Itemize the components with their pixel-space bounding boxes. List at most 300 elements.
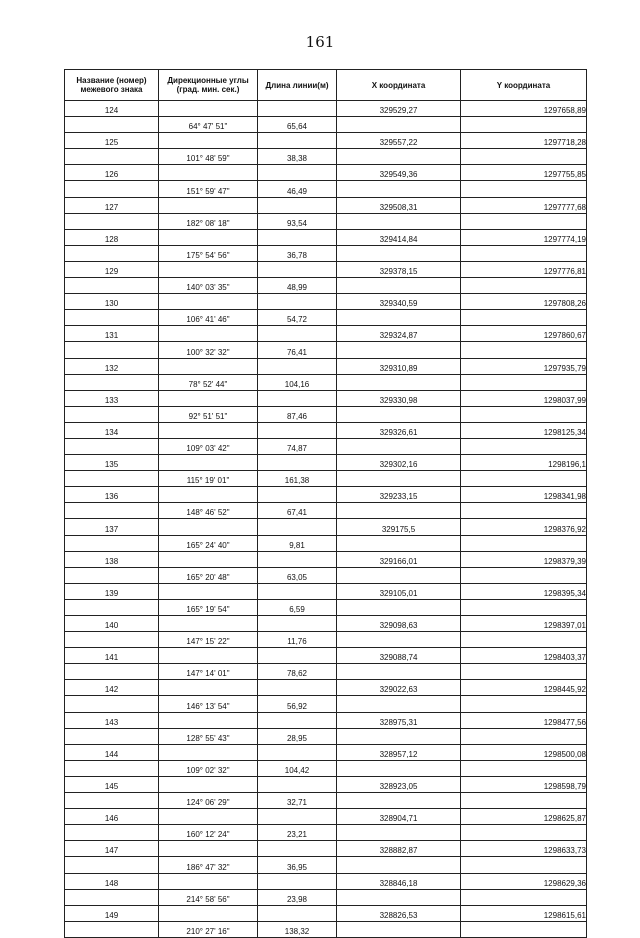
empty-cell: [159, 873, 258, 889]
empty-cell: [65, 503, 159, 519]
empty-cell: [258, 133, 337, 149]
empty-cell: [159, 165, 258, 181]
x-coordinate-cell: 328975,31: [337, 712, 461, 728]
empty-cell: [258, 101, 337, 117]
table-row-segment: [65, 889, 587, 905]
direction-angle-cell: 109° 02' 32": [159, 760, 258, 776]
direction-angle-cell: 100° 32' 32": [159, 342, 258, 358]
empty-cell: [65, 342, 159, 358]
marker-name-cell: 136: [65, 487, 159, 503]
x-coordinate-cell: 329330,98: [337, 390, 461, 406]
marker-name-cell: 126: [65, 165, 159, 181]
direction-angle-cell: 160° 12' 24": [159, 825, 258, 841]
empty-cell: [258, 809, 337, 825]
table-row-point: [65, 551, 587, 567]
empty-cell: [65, 278, 159, 294]
empty-cell: [159, 809, 258, 825]
table-row-segment: [65, 406, 587, 422]
marker-name-cell: 139: [65, 583, 159, 599]
direction-angle-cell: 109° 03' 42": [159, 438, 258, 454]
direction-angle-cell: 165° 20' 48": [159, 567, 258, 583]
empty-cell: [337, 471, 461, 487]
marker-name-cell: 127: [65, 197, 159, 213]
marker-name-cell: 124: [65, 101, 159, 117]
marker-name-cell: 134: [65, 422, 159, 438]
empty-cell: [65, 696, 159, 712]
empty-cell: [461, 760, 587, 776]
empty-cell: [258, 712, 337, 728]
boundary-coordinates-table: [64, 69, 587, 938]
line-length-cell: 76,41: [258, 342, 337, 358]
marker-name-cell: 130: [65, 294, 159, 310]
table-row-segment: [65, 374, 587, 390]
direction-angle-cell: 147° 15' 22": [159, 632, 258, 648]
table-row-point: [65, 326, 587, 342]
empty-cell: [159, 776, 258, 792]
marker-name-cell: 128: [65, 229, 159, 245]
line-length-cell: 161,38: [258, 471, 337, 487]
empty-cell: [461, 278, 587, 294]
line-length-cell: 36,78: [258, 245, 337, 261]
line-length-cell: 9,81: [258, 535, 337, 551]
table-row-point: [65, 101, 587, 117]
empty-cell: [461, 535, 587, 551]
table-row-segment: [65, 278, 587, 294]
empty-cell: [258, 519, 337, 535]
x-coordinate-cell: 329326,61: [337, 422, 461, 438]
marker-name-cell: 138: [65, 551, 159, 567]
empty-cell: [258, 487, 337, 503]
table-row-segment: [65, 503, 587, 519]
x-coordinate-cell: 329340,59: [337, 294, 461, 310]
empty-cell: [159, 616, 258, 632]
empty-cell: [461, 471, 587, 487]
empty-cell: [337, 889, 461, 905]
empty-cell: [337, 825, 461, 841]
marker-name-cell: 129: [65, 261, 159, 277]
y-coordinate-cell: 1298397,01: [461, 616, 587, 632]
table-row-point: [65, 133, 587, 149]
empty-cell: [337, 438, 461, 454]
empty-cell: [65, 599, 159, 615]
empty-cell: [159, 648, 258, 664]
line-length-cell: 6,59: [258, 599, 337, 615]
empty-cell: [258, 841, 337, 857]
empty-cell: [258, 294, 337, 310]
marker-name-cell: 149: [65, 905, 159, 921]
marker-name-cell: 137: [65, 519, 159, 535]
header-x-coordinate: X координата: [337, 70, 461, 101]
table-row-segment: [65, 632, 587, 648]
y-coordinate-cell: 1298477,56: [461, 712, 587, 728]
empty-cell: [258, 422, 337, 438]
x-coordinate-cell: 328882,87: [337, 841, 461, 857]
table-row-point: [65, 358, 587, 374]
empty-cell: [337, 664, 461, 680]
empty-cell: [337, 793, 461, 809]
y-coordinate-cell: 1297658,89: [461, 101, 587, 117]
empty-cell: [159, 422, 258, 438]
table-row-point: [65, 744, 587, 760]
x-coordinate-cell: 328826,53: [337, 905, 461, 921]
line-length-cell: 138,32: [258, 921, 337, 937]
empty-cell: [461, 374, 587, 390]
line-length-cell: 36,95: [258, 857, 337, 873]
empty-cell: [65, 245, 159, 261]
empty-cell: [461, 149, 587, 165]
empty-cell: [337, 696, 461, 712]
y-coordinate-cell: 1297935,79: [461, 358, 587, 374]
table-row-point: [65, 616, 587, 632]
line-length-cell: 104,16: [258, 374, 337, 390]
line-length-cell: 23,98: [258, 889, 337, 905]
x-coordinate-cell: 329310,89: [337, 358, 461, 374]
empty-cell: [461, 599, 587, 615]
empty-cell: [461, 406, 587, 422]
direction-angle-cell: 128° 55' 43": [159, 728, 258, 744]
table-row-segment: [65, 825, 587, 841]
empty-cell: [461, 632, 587, 648]
table-row-point: [65, 905, 587, 921]
empty-cell: [258, 551, 337, 567]
empty-cell: [258, 390, 337, 406]
empty-cell: [258, 616, 337, 632]
table-row-point: [65, 197, 587, 213]
empty-cell: [159, 680, 258, 696]
line-length-cell: 65,64: [258, 117, 337, 133]
empty-cell: [337, 245, 461, 261]
empty-cell: [65, 728, 159, 744]
marker-name-cell: 133: [65, 390, 159, 406]
empty-cell: [65, 921, 159, 937]
x-coordinate-cell: 328904,71: [337, 809, 461, 825]
empty-cell: [258, 776, 337, 792]
y-coordinate-cell: 1297860,67: [461, 326, 587, 342]
table-row-point: [65, 583, 587, 599]
empty-cell: [461, 728, 587, 744]
empty-cell: [159, 744, 258, 760]
direction-angle-cell: 175° 54' 56": [159, 245, 258, 261]
empty-cell: [461, 213, 587, 229]
line-length-cell: 48,99: [258, 278, 337, 294]
empty-cell: [65, 406, 159, 422]
line-length-cell: 11,76: [258, 632, 337, 648]
empty-cell: [337, 760, 461, 776]
y-coordinate-cell: 1298037,99: [461, 390, 587, 406]
x-coordinate-cell: 329414,84: [337, 229, 461, 245]
empty-cell: [461, 793, 587, 809]
empty-cell: [461, 567, 587, 583]
empty-cell: [258, 583, 337, 599]
empty-cell: [258, 261, 337, 277]
empty-cell: [65, 825, 159, 841]
empty-cell: [65, 213, 159, 229]
x-coordinate-cell: 328923,05: [337, 776, 461, 792]
direction-angle-cell: 101° 48' 59": [159, 149, 258, 165]
line-length-cell: 32,71: [258, 793, 337, 809]
empty-cell: [337, 149, 461, 165]
x-coordinate-cell: 329549,36: [337, 165, 461, 181]
header-direction-angle: Дирекционные углы (град. мин. сек.): [159, 70, 258, 101]
y-coordinate-cell: 1298629,36: [461, 873, 587, 889]
empty-cell: [159, 101, 258, 117]
line-length-cell: 78,62: [258, 664, 337, 680]
y-coordinate-cell: 1298633,73: [461, 841, 587, 857]
empty-cell: [461, 503, 587, 519]
empty-cell: [65, 664, 159, 680]
table-row-segment: [65, 438, 587, 454]
empty-cell: [258, 873, 337, 889]
empty-cell: [461, 921, 587, 937]
y-coordinate-cell: 1297776,81: [461, 261, 587, 277]
y-coordinate-cell: 1298500,08: [461, 744, 587, 760]
x-coordinate-cell: 329105,01: [337, 583, 461, 599]
table-row-point: [65, 422, 587, 438]
empty-cell: [258, 744, 337, 760]
x-coordinate-cell: 328957,12: [337, 744, 461, 760]
direction-angle-cell: 214° 58' 56": [159, 889, 258, 905]
direction-angle-cell: 140° 03' 35": [159, 278, 258, 294]
header-line-length: Длина линии(м): [258, 70, 337, 101]
marker-name-cell: 135: [65, 455, 159, 471]
marker-name-cell: 144: [65, 744, 159, 760]
direction-angle-cell: 64° 47' 51": [159, 117, 258, 133]
empty-cell: [461, 889, 587, 905]
y-coordinate-cell: 1297755,85: [461, 165, 587, 181]
direction-angle-cell: 151° 59' 47": [159, 181, 258, 197]
empty-cell: [159, 551, 258, 567]
empty-cell: [65, 760, 159, 776]
marker-name-cell: 145: [65, 776, 159, 792]
empty-cell: [337, 921, 461, 937]
marker-name-cell: 131: [65, 326, 159, 342]
empty-cell: [461, 825, 587, 841]
empty-cell: [159, 712, 258, 728]
empty-cell: [337, 374, 461, 390]
empty-cell: [461, 342, 587, 358]
table-row-point: [65, 261, 587, 277]
y-coordinate-cell: 1297777,68: [461, 197, 587, 213]
x-coordinate-cell: 329022,63: [337, 680, 461, 696]
table-row-segment: [65, 245, 587, 261]
empty-cell: [65, 567, 159, 583]
empty-cell: [258, 680, 337, 696]
empty-cell: [159, 133, 258, 149]
y-coordinate-cell: 1298125,34: [461, 422, 587, 438]
table-row-segment: [65, 760, 587, 776]
direction-angle-cell: 92° 51' 51": [159, 406, 258, 422]
empty-cell: [159, 197, 258, 213]
y-coordinate-cell: 1298445,92: [461, 680, 587, 696]
direction-angle-cell: 146° 13' 54": [159, 696, 258, 712]
empty-cell: [337, 535, 461, 551]
table-row-point: [65, 519, 587, 535]
empty-cell: [337, 728, 461, 744]
direction-angle-cell: 165° 24' 40": [159, 535, 258, 551]
empty-cell: [65, 310, 159, 326]
empty-cell: [258, 326, 337, 342]
marker-name-cell: 141: [65, 648, 159, 664]
empty-cell: [461, 181, 587, 197]
direction-angle-cell: 106° 41' 46": [159, 310, 258, 326]
y-coordinate-cell: 1297808,26: [461, 294, 587, 310]
y-coordinate-cell: 1298403,37: [461, 648, 587, 664]
y-coordinate-cell: 1298395,34: [461, 583, 587, 599]
empty-cell: [159, 229, 258, 245]
y-coordinate-cell: 1298196,1: [461, 455, 587, 471]
table-row-point: [65, 841, 587, 857]
y-coordinate-cell: 1298379,39: [461, 551, 587, 567]
table-row-point: [65, 712, 587, 728]
table-row-point: [65, 487, 587, 503]
empty-cell: [337, 310, 461, 326]
marker-name-cell: 143: [65, 712, 159, 728]
table-row-segment: [65, 696, 587, 712]
empty-cell: [258, 229, 337, 245]
table-row-segment: [65, 117, 587, 133]
table-row-point: [65, 294, 587, 310]
empty-cell: [461, 664, 587, 680]
y-coordinate-cell: 1297774,19: [461, 229, 587, 245]
marker-name-cell: 125: [65, 133, 159, 149]
line-length-cell: 38,38: [258, 149, 337, 165]
direction-angle-cell: 165° 19' 54": [159, 599, 258, 615]
x-coordinate-cell: 329302,16: [337, 455, 461, 471]
empty-cell: [159, 294, 258, 310]
marker-name-cell: 132: [65, 358, 159, 374]
table-row-segment: [65, 342, 587, 358]
line-length-cell: 104,42: [258, 760, 337, 776]
x-coordinate-cell: 329098,63: [337, 616, 461, 632]
marker-name-cell: 146: [65, 809, 159, 825]
table-row-point: [65, 165, 587, 181]
empty-cell: [461, 857, 587, 873]
direction-angle-cell: 124° 06' 29": [159, 793, 258, 809]
empty-cell: [65, 793, 159, 809]
direction-angle-cell: 147° 14' 01": [159, 664, 258, 680]
empty-cell: [65, 535, 159, 551]
x-coordinate-cell: 329233,15: [337, 487, 461, 503]
marker-name-cell: 147: [65, 841, 159, 857]
line-length-cell: 23,21: [258, 825, 337, 841]
line-length-cell: 54,72: [258, 310, 337, 326]
table-row-segment: [65, 793, 587, 809]
table-row-segment: [65, 471, 587, 487]
empty-cell: [258, 358, 337, 374]
empty-cell: [65, 857, 159, 873]
table-row-segment: [65, 310, 587, 326]
empty-cell: [159, 841, 258, 857]
empty-cell: [337, 181, 461, 197]
empty-cell: [65, 149, 159, 165]
table-row-segment: [65, 599, 587, 615]
direction-angle-cell: 210° 27' 16": [159, 921, 258, 937]
empty-cell: [159, 519, 258, 535]
empty-cell: [65, 889, 159, 905]
empty-cell: [337, 632, 461, 648]
empty-cell: [159, 390, 258, 406]
line-length-cell: 46,49: [258, 181, 337, 197]
x-coordinate-cell: 328846,18: [337, 873, 461, 889]
x-coordinate-cell: 329088,74: [337, 648, 461, 664]
y-coordinate-cell: 1298625,87: [461, 809, 587, 825]
empty-cell: [65, 632, 159, 648]
table-row-segment: [65, 181, 587, 197]
marker-name-cell: 140: [65, 616, 159, 632]
empty-cell: [258, 648, 337, 664]
table-row-point: [65, 680, 587, 696]
table-row-segment: [65, 213, 587, 229]
direction-angle-cell: 186° 47' 32": [159, 857, 258, 873]
empty-cell: [337, 213, 461, 229]
table-row-segment: [65, 664, 587, 680]
y-coordinate-cell: 1298598,79: [461, 776, 587, 792]
table-row-segment: [65, 857, 587, 873]
line-length-cell: 93,54: [258, 213, 337, 229]
empty-cell: [65, 438, 159, 454]
empty-cell: [461, 117, 587, 133]
line-length-cell: 63,05: [258, 567, 337, 583]
empty-cell: [65, 117, 159, 133]
empty-cell: [337, 599, 461, 615]
direction-angle-cell: 78° 52' 44": [159, 374, 258, 390]
empty-cell: [159, 487, 258, 503]
table-header-row: [65, 70, 587, 101]
empty-cell: [159, 358, 258, 374]
y-coordinate-cell: 1298341,98: [461, 487, 587, 503]
direction-angle-cell: 115° 19' 01": [159, 471, 258, 487]
empty-cell: [337, 503, 461, 519]
line-length-cell: 87,46: [258, 406, 337, 422]
empty-cell: [159, 455, 258, 471]
empty-cell: [461, 310, 587, 326]
table-row-segment: [65, 921, 587, 937]
empty-cell: [337, 857, 461, 873]
empty-cell: [337, 406, 461, 422]
table-row-point: [65, 873, 587, 889]
x-coordinate-cell: 329166,01: [337, 551, 461, 567]
table-row-point: [65, 776, 587, 792]
x-coordinate-cell: 329529,27: [337, 101, 461, 117]
direction-angle-cell: 148° 46' 52": [159, 503, 258, 519]
marker-name-cell: 142: [65, 680, 159, 696]
empty-cell: [337, 342, 461, 358]
empty-cell: [461, 438, 587, 454]
y-coordinate-cell: 1298376,92: [461, 519, 587, 535]
y-coordinate-cell: 1297718,28: [461, 133, 587, 149]
header-marker-name: Название (номер) межевого знака: [65, 70, 159, 101]
x-coordinate-cell: 329324,87: [337, 326, 461, 342]
empty-cell: [65, 374, 159, 390]
empty-cell: [258, 905, 337, 921]
empty-cell: [337, 278, 461, 294]
y-coordinate-cell: 1298615,61: [461, 905, 587, 921]
table-body: [65, 101, 587, 938]
x-coordinate-cell: 329175,5: [337, 519, 461, 535]
empty-cell: [337, 567, 461, 583]
table-row-segment: [65, 149, 587, 165]
empty-cell: [258, 165, 337, 181]
table-row-point: [65, 809, 587, 825]
x-coordinate-cell: 329378,15: [337, 261, 461, 277]
table-row-segment: [65, 567, 587, 583]
empty-cell: [258, 455, 337, 471]
marker-name-cell: 148: [65, 873, 159, 889]
x-coordinate-cell: 329557,22: [337, 133, 461, 149]
table-row-point: [65, 229, 587, 245]
x-coordinate-cell: 329508,31: [337, 197, 461, 213]
empty-cell: [159, 905, 258, 921]
